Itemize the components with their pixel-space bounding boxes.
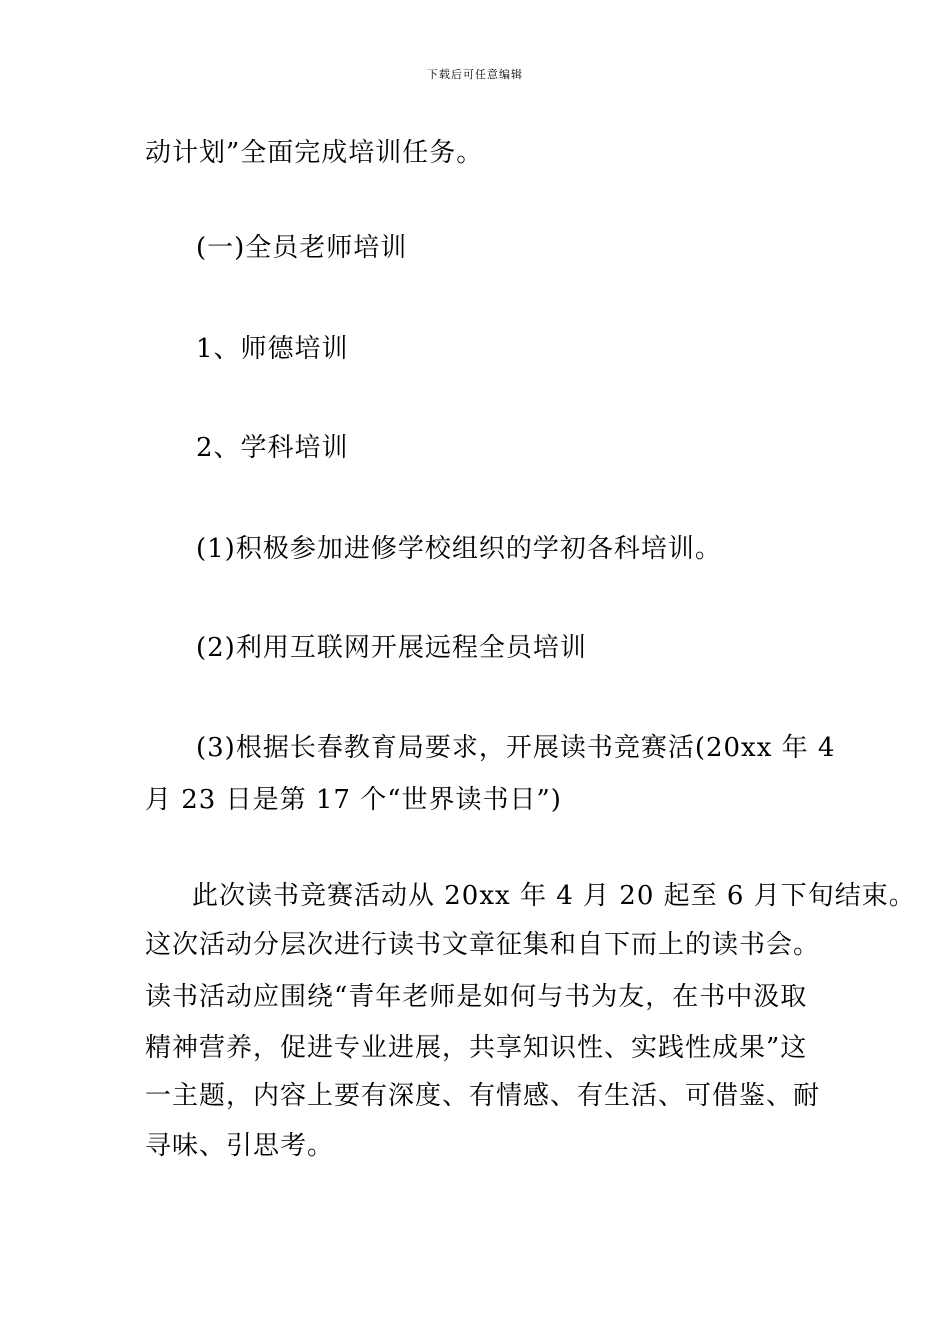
page-header-note: 下载后可任意编辑: [427, 68, 523, 81]
paragraph-line: 此次读书竞赛活动从 20xx 年 4 月 20 起至 6 月下旬结束。: [192, 881, 916, 911]
paragraph-line: 读书活动应围绕“青年老师是如何与书为友，在书中汲取: [145, 982, 808, 1012]
list-item: (2)利用互联网开展远程全员培训: [196, 633, 587, 663]
paragraph-line: 动计划”全面完成培训任务。: [145, 138, 484, 168]
subsection-heading: 2、学科培训: [196, 433, 349, 463]
paragraph-line: 这次活动分层次进行读书文章征集和自下而上的读书会。: [145, 930, 821, 960]
list-item: (1)积极参加进修学校组织的学初各科培训。: [196, 534, 722, 564]
paragraph-line: 寻味、引思考。: [145, 1131, 335, 1161]
section-heading: (一)全员老师培训: [196, 233, 408, 263]
paragraph-line: 精神营养，促进专业进展，共享知识性、实践性成果”这: [145, 1033, 808, 1063]
list-item-continuation: 月 23 日是第 17 个“世界读书日”): [145, 785, 562, 815]
list-item: (3)根据长春教育局要求，开展读书竞赛活(20xx 年 4: [196, 733, 836, 763]
paragraph-line: 一主题，内容上要有深度、有情感、有生活、可借鉴、耐: [145, 1081, 821, 1111]
subsection-heading: 1、师德培训: [196, 334, 349, 364]
